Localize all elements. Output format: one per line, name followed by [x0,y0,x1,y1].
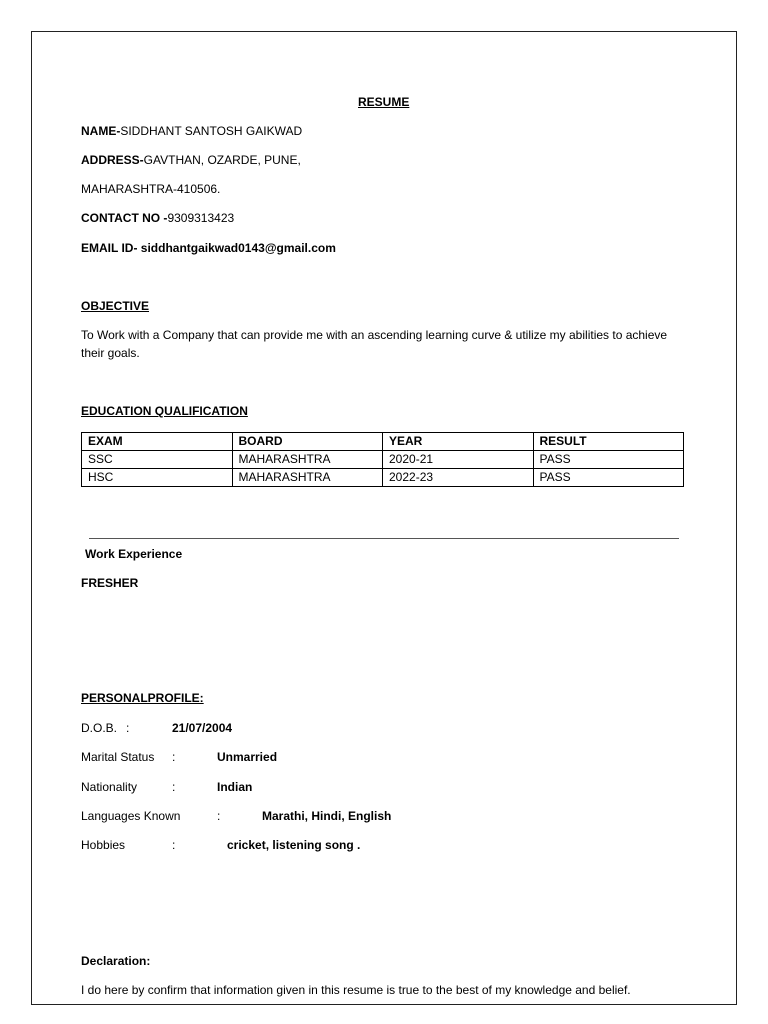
email-line [81,241,336,255]
hobbies-label: Hobbies [81,838,126,852]
email-label: EMAIL ID- [81,241,138,255]
name-value: SIDDHANT SANTOSH GAIKWAD [120,124,303,138]
table-cell: MAHARASHTRA [232,469,383,487]
nationality-label: Nationality [81,780,138,794]
languages-label: Languages Known [81,809,181,823]
table-cell: PASS [533,469,684,487]
hobbies-separator: : [172,838,176,852]
table-cell: MAHARASHTRA [232,451,383,469]
address-value-1: GAVTHAN, OZARDE, PUNE, [143,153,301,167]
name-label: NAME- [81,124,121,138]
declaration-heading: Declaration: [81,954,151,968]
name-line [81,124,302,138]
resume-title: RESUME [358,95,410,109]
dob-label: D.O.B. [81,721,118,735]
dob-value: 21/07/2004 [172,721,233,735]
table-cell: 2020-21 [383,451,534,469]
email-value: siddhantgaikwad0143@gmail.com [137,241,336,255]
education-heading: EDUCATION QUALIFICATION [81,404,248,418]
contact-label: CONTACT NO - [81,211,168,225]
column-header-exam: EXAM [82,433,233,451]
table-cell: 2022-23 [383,469,534,487]
dob-separator: : [126,721,130,735]
hobbies-value: cricket, listening song . [227,838,361,852]
address-label: ADDRESS- [81,153,144,167]
objective-heading: OBJECTIVE [81,299,150,313]
marital-status-value: Unmarried [217,750,278,764]
work-experience-value: FRESHER [81,576,139,590]
column-header-result: RESULT [533,433,684,451]
table-cell: SSC [82,451,233,469]
languages-separator: : [217,809,221,823]
address-line-1 [81,153,301,167]
nationality-value: Indian [217,780,253,794]
address-line-2: MAHARASHTRA-410506. [81,182,221,196]
table-row [82,451,684,469]
work-experience-heading: Work Experience [85,547,183,561]
languages-value: Marathi, Hindi, English [262,809,392,823]
marital-status-label: Marital Status [81,750,155,764]
declaration-text: I do here by confirm that information given in this resume is true to the best of my knowledge and belief. [81,983,631,997]
column-header-year: YEAR [383,433,534,451]
resume-page [31,31,737,1005]
nationality-separator: : [172,780,176,794]
objective-text: To Work with a Company that can provide me with an ascending learning curve & utilize my abilities to achieve their goals. [81,328,668,360]
section-divider [89,538,679,539]
personal-profile-heading: PERSONALPROFILE: [81,691,204,705]
table-header-row [82,433,684,451]
marital-status-separator: : [172,750,176,764]
table-row [82,469,684,487]
table-cell: HSC [82,469,233,487]
contact-line [81,211,234,225]
table-cell: PASS [533,451,684,469]
education-table [81,432,684,487]
column-header-board: BOARD [232,433,383,451]
contact-value: 9309313423 [167,211,235,225]
